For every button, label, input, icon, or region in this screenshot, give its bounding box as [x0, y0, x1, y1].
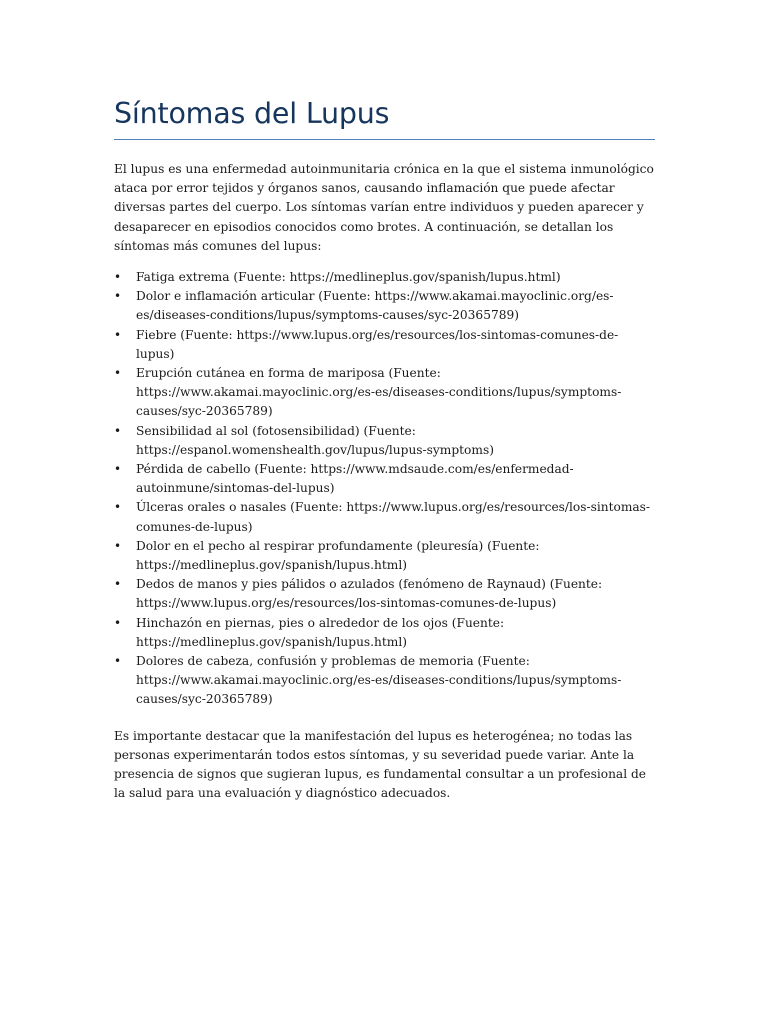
list-item-text: Dedos de manos y pies pálidos o azulados (fenómeno de Raynaud) (Fuente: https://www.lupus.org/es/resources/los-sintomas-comunes-de-lupus) [136, 577, 603, 611]
bullet-icon: • [114, 654, 122, 669]
bullet-icon: • [114, 366, 122, 381]
list-item [114, 287, 655, 325]
intro-paragraph: El lupus es una enfermedad autoinmunitaria crónica en la que el sistema inmunológico ataca por error tejidos y órganos sanos, causando inflamación que puede afectar diversas partes del cuerpo. Los síntomas varían entre individuos y pueden aparecer y desaparecer en episodios conocidos como brotes. A continuación, se detallan los síntomas más comunes del lupus: [114, 162, 654, 253]
list-item [114, 614, 655, 652]
list-item-text: Erupción cutánea en forma de mariposa (Fuente: https://www.akamai.mayoclinic.org/es-es/diseases-conditions/lupus/symptoms-causes/syc-20365789) [136, 366, 622, 419]
bullet-icon: • [114, 500, 122, 515]
list-item-text: Fatiga extrema (Fuente: https://medlineplus.gov/spanish/lupus.html) [136, 270, 561, 285]
list-item [114, 422, 655, 460]
bullet-icon: • [114, 270, 122, 285]
list-item [114, 575, 655, 613]
list-item [114, 268, 655, 287]
closing-paragraph: Es importante destacar que la manifestación del lupus es heterogénea; no todas las personas experimentarán todos estos síntomas, y su severidad puede variar. Ante la presencia de signos que sugieran lupus, es fundamental consultar a un profesional de la salud para una evaluación y diagnóstico adecuados. [114, 728, 646, 801]
title-divider [114, 139, 655, 140]
list-item-text: Fiebre (Fuente: https://www.lupus.org/es/resources/los-sintomas-comunes-de-lupus) [136, 327, 619, 361]
list-item-text: Úlceras orales o nasales (Fuente: https://www.lupus.org/es/resources/los-sintomas-comunes-de-lupus) [136, 500, 651, 534]
symptom-list [114, 268, 655, 710]
list-item [114, 537, 655, 575]
bullet-icon: • [114, 423, 122, 438]
bullet-icon: • [114, 289, 122, 304]
list-item-text: Sensibilidad al sol (fotosensibilidad) (Fuente: https://espanol.womenshealth.gov/lupus/lupus-symptoms) [136, 423, 494, 457]
list-item-text: Hinchazón en piernas, pies o alrededor de los ojos (Fuente: https://medlineplus.gov/spanish/lupus.html) [136, 615, 505, 649]
bullet-icon: • [114, 538, 122, 553]
list-item-text: Dolor en el pecho al respirar profundamente (pleuresía) (Fuente: https://medlineplus.gov/spanish/lupus.html) [136, 538, 540, 573]
list-item [114, 460, 655, 498]
bullet-icon: • [114, 462, 122, 477]
bullet-icon: • [114, 577, 122, 592]
list-item [114, 326, 655, 364]
document-page [114, 0, 655, 804]
list-item [114, 364, 655, 422]
list-item-text: Dolor e inflamación articular (Fuente: https://www.akamai.mayoclinic.org/es-es/diseases-conditions/lupus/symptoms-causes/syc-20365789) [136, 289, 614, 323]
list-item [114, 652, 655, 710]
bullet-icon: • [114, 327, 122, 342]
page-title: Síntomas del Lupus [114, 97, 390, 130]
list-item [114, 498, 655, 536]
list-item-text: Dolores de cabeza, confusión y problemas de memoria (Fuente: https://www.akamai.mayoclinic.org/es-es/diseases-conditions/lupus/symptoms-causes/syc-20365789) [136, 654, 622, 707]
bullet-icon: • [114, 615, 122, 630]
list-item-text: Pérdida de cabello (Fuente: https://www.mdsaude.com/es/enfermedad-autoinmune/sintomas-del-lupus) [136, 462, 574, 496]
